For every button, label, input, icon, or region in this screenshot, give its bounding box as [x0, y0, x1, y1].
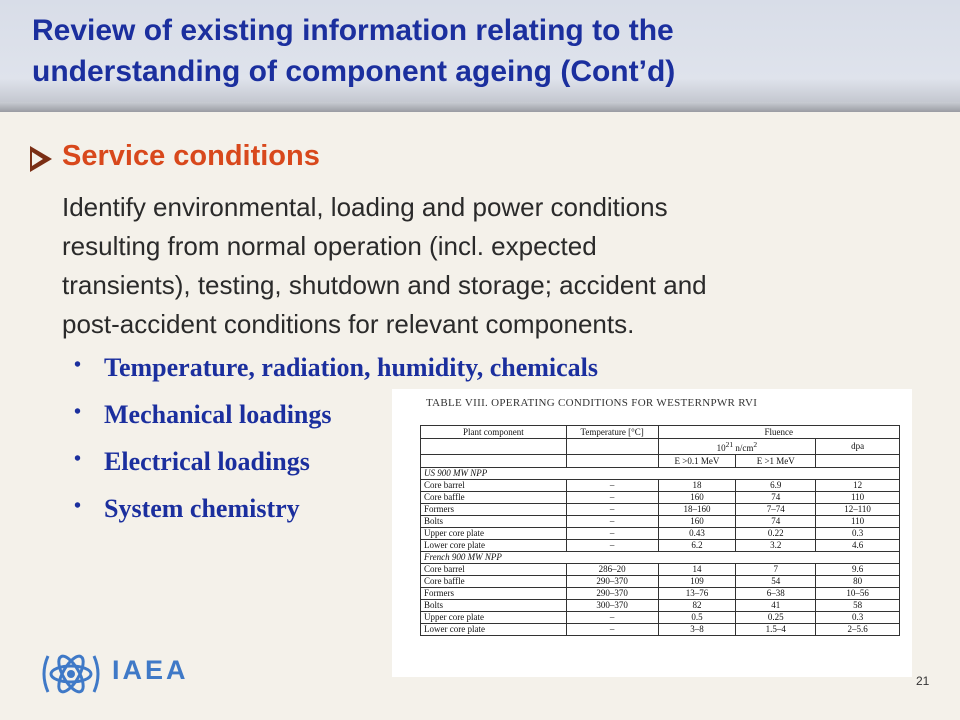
- header-cell-empty: [816, 455, 900, 468]
- table-cell: 82: [658, 600, 736, 612]
- unit-mid: n/cm: [733, 443, 754, 453]
- table-cell: –: [566, 504, 658, 516]
- table-cell: 290–370: [566, 576, 658, 588]
- table-cell: –: [566, 612, 658, 624]
- unit-prefix: 10: [716, 443, 726, 453]
- table-cell: Core barrel: [421, 564, 567, 576]
- section-body-line: post-accident conditions for relevant components.: [62, 309, 635, 339]
- table-cell: 300–370: [566, 600, 658, 612]
- table-cell: –: [566, 540, 658, 552]
- table-cell: 109: [658, 576, 736, 588]
- table-row: [421, 576, 900, 588]
- table-cell: 0.22: [736, 528, 816, 540]
- table-cell: 1.5–4: [736, 624, 816, 636]
- list-item: [74, 346, 598, 393]
- header-fluence: Fluence: [658, 426, 899, 439]
- table-cell: 110: [816, 516, 900, 528]
- table-cell: –: [566, 528, 658, 540]
- table-cell: 13–76: [658, 588, 736, 600]
- table-cell: Formers: [421, 588, 567, 600]
- section-body-line: transients), testing, shutdown and storage; accident and: [62, 270, 707, 300]
- iaea-atom-logo-icon: [38, 640, 104, 706]
- header-energy-01: E >0.1 MeV: [658, 455, 736, 468]
- table-cell: Core baffle: [421, 492, 567, 504]
- table-cell: Bolts: [421, 516, 567, 528]
- title-band: [0, 0, 960, 112]
- section-body-line: resulting from normal operation (incl. expected: [62, 231, 597, 261]
- table-cell: 12–110: [816, 504, 900, 516]
- header-cell-empty: [421, 455, 567, 468]
- header-fluence-unit: [658, 439, 816, 455]
- table-cell: 3.2: [736, 540, 816, 552]
- list-item-label: Temperature, radiation, humidity, chemicals: [104, 353, 598, 382]
- table-cell: 80: [816, 576, 900, 588]
- table-row: [421, 564, 900, 576]
- table-cell: 160: [658, 516, 736, 528]
- table-cell: 41: [736, 600, 816, 612]
- table-cell: 2–5.6: [816, 624, 900, 636]
- table-cell: 0.3: [816, 612, 900, 624]
- table-cell: 110: [816, 492, 900, 504]
- header-cell-empty: [566, 455, 658, 468]
- table-cell: –: [566, 516, 658, 528]
- table-group-row: [421, 552, 900, 564]
- iaea-logo-text: IAEA: [112, 655, 189, 685]
- table-cell: 12: [816, 480, 900, 492]
- table-row: [421, 588, 900, 600]
- bullet-dot-icon: •: [74, 354, 82, 376]
- table-row: [421, 516, 900, 528]
- table-cell: 58: [816, 600, 900, 612]
- table-cell: 4.6: [816, 540, 900, 552]
- table-row: [421, 528, 900, 540]
- header-dpa: dpa: [816, 439, 900, 455]
- table-cell: 3–8: [658, 624, 736, 636]
- table-cell: –: [566, 492, 658, 504]
- table-caption: TABLE VIII. OPERATING CONDITIONS FOR WESTERNPWR RVI: [426, 397, 758, 409]
- table-cell: 10–56: [816, 588, 900, 600]
- slide-title-line-2: understanding of component ageing (Cont’d): [32, 55, 676, 88]
- table-cell: Upper core plate: [421, 612, 567, 624]
- table-cell: 18–160: [658, 504, 736, 516]
- unit-exponent: 21: [725, 440, 734, 449]
- table-cell: 290–370: [566, 588, 658, 600]
- table-row: [421, 480, 900, 492]
- list-item-label: System chemistry: [104, 494, 300, 523]
- table-cell: Core barrel: [421, 480, 567, 492]
- arrow-bullet-icon: [30, 146, 52, 172]
- table-cell: 74: [736, 516, 816, 528]
- table-cell: Core baffle: [421, 576, 567, 588]
- list-item-label: Electrical loadings: [104, 447, 310, 476]
- header-temperature: Temperature [°C]: [566, 426, 658, 439]
- table-cell: 6.9: [736, 480, 816, 492]
- table-header-row: [421, 439, 900, 455]
- table-row: [421, 492, 900, 504]
- table-cell: 0.25: [736, 612, 816, 624]
- table-cell: 74: [736, 492, 816, 504]
- operating-conditions-table-image: [392, 389, 912, 677]
- slide-title: [32, 10, 932, 92]
- slide-title-line-1: Review of existing information relating to the: [32, 14, 674, 47]
- table-cell: 0.5: [658, 612, 736, 624]
- section-heading: Service conditions: [62, 140, 320, 172]
- header-cell-empty: [566, 439, 658, 455]
- table-body: [421, 426, 900, 636]
- table-cell: Lower core plate: [421, 540, 567, 552]
- list-item-label: Mechanical loadings: [104, 400, 332, 429]
- table-group-label: French 900 MW NPP: [421, 552, 900, 564]
- header-energy-1: E >1 MeV: [736, 455, 816, 468]
- table-cell: Bolts: [421, 600, 567, 612]
- unit-square: 2: [753, 440, 758, 449]
- table-cell: 0.3: [816, 528, 900, 540]
- table-row: [421, 540, 900, 552]
- table-cell: 54: [736, 576, 816, 588]
- table-row: [421, 600, 900, 612]
- table-cell: Lower core plate: [421, 624, 567, 636]
- table-cell: 160: [658, 492, 736, 504]
- table-cell: 7–74: [736, 504, 816, 516]
- table-cell: –: [566, 480, 658, 492]
- table-row: [421, 624, 900, 636]
- table-cell: Formers: [421, 504, 567, 516]
- table-cell: 0.43: [658, 528, 736, 540]
- table-group-row: [421, 468, 900, 480]
- table-row: [421, 504, 900, 516]
- table-header-row: [421, 455, 900, 468]
- table-header-row: [421, 426, 900, 439]
- table-cell: 7: [736, 564, 816, 576]
- table-cell: 6.2: [658, 540, 736, 552]
- section-body-line: Identify environmental, loading and power conditions: [62, 192, 668, 222]
- table-cell: 286–20: [566, 564, 658, 576]
- operating-conditions-table: [420, 425, 900, 636]
- bullet-dot-icon: •: [74, 448, 82, 470]
- section-body: [62, 188, 862, 344]
- table-group-label: US 900 MW NPP: [421, 468, 900, 480]
- table-cell: 6–38: [736, 588, 816, 600]
- table-cell: 9.6: [816, 564, 900, 576]
- bullet-dot-icon: •: [74, 495, 82, 517]
- page-number: 21: [916, 674, 930, 688]
- table-cell: 18: [658, 480, 736, 492]
- header-cell-empty: [421, 439, 567, 455]
- title-band-shadow: [0, 102, 960, 112]
- table-cell: Upper core plate: [421, 528, 567, 540]
- table-row: [421, 612, 900, 624]
- table-cell: 14: [658, 564, 736, 576]
- table-cell: –: [566, 624, 658, 636]
- bullet-dot-icon: •: [74, 401, 82, 423]
- header-plant-component: Plant component: [421, 426, 567, 439]
